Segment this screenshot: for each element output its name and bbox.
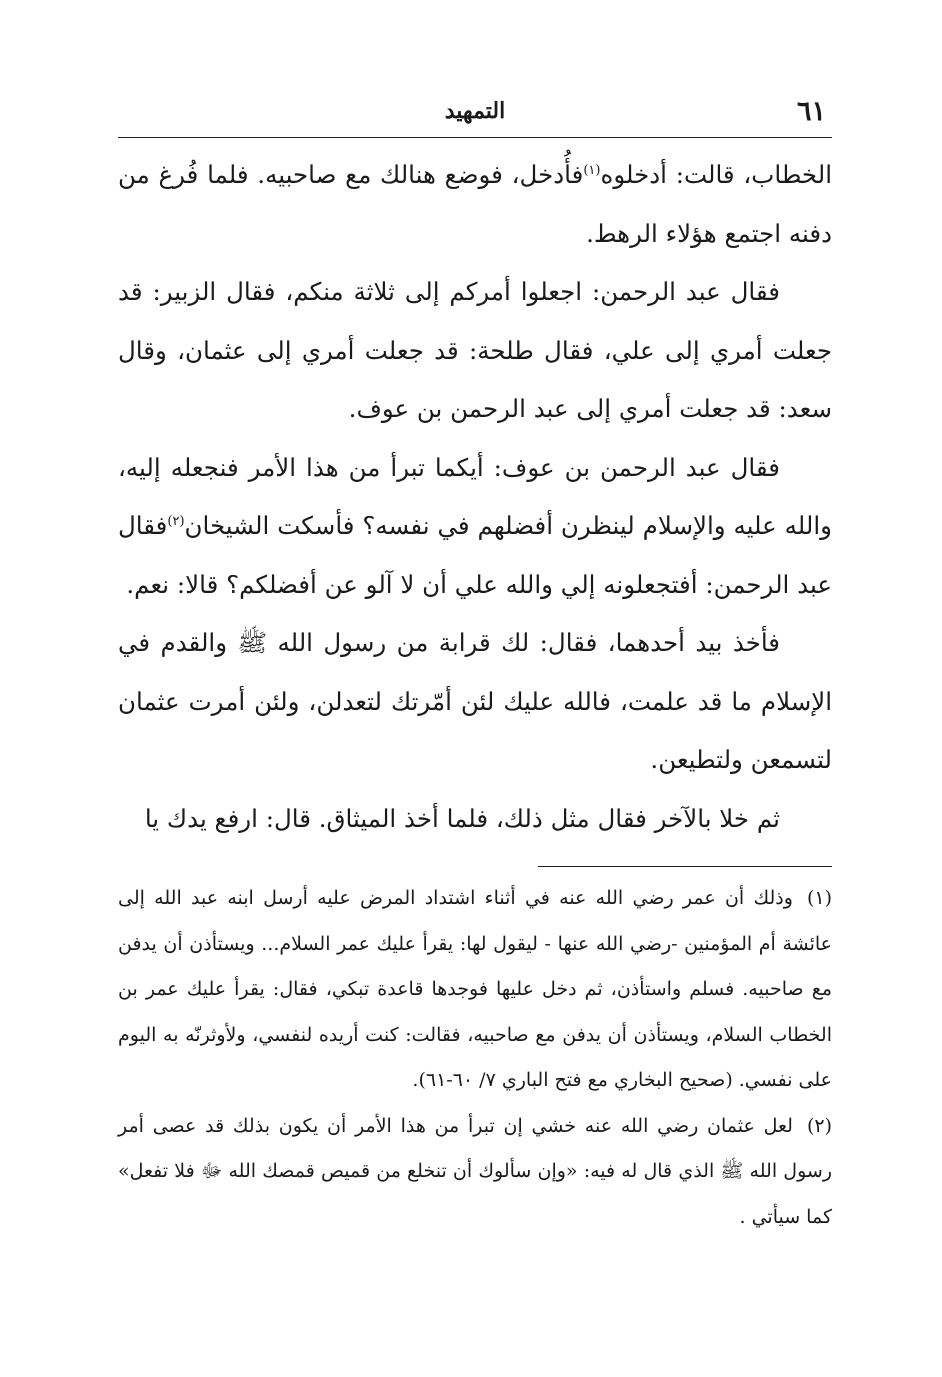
footnote-divider <box>538 866 832 867</box>
header-divider <box>118 137 832 138</box>
footnote-1-text: وذلك أن عمر رضي الله عنه في أثناء اشتداد المرض عليه أرسل ابنه عبد الله إلى عائشة أم المؤمنين -رضي الله عنها - ليقول لها: يقرأ عليك عمر السلام... ويستأذن أن يدفن مع صاحبيه. فسلم واستأذن، ثم دخل عليها فوجدها قاعدة تبكي، فقال: يقرأ عليك عمر بن الخطاب السلام، ويستأذن أن يدفن مع صاحبيه، فقالت: كنت أريده لنفسي، ولأوثرنّه به اليوم على نفسي. (صحيح البخاري مع فتح الباري ٧/ ٦٠-٦١). <box>118 887 832 1091</box>
footnote-1-number: (١) <box>806 887 832 909</box>
footnote-2-text: لعل عثمان رضي الله عنه خشي إن تبرأ من هذا الأمر أن يكون بذلك قد عصى أمر رسول الله ﷺ الذي قال له فيه: «وإن سألوك أن تنخلع من قميص قمصك الله ﷻ فلا تفعل» كما سيأتي . <box>118 1114 832 1228</box>
footnotes <box>118 876 832 1240</box>
paragraph-1-text-start: الخطاب، قالت: أدخلوه <box>600 160 833 189</box>
footnote-2-number: (٢) <box>806 1114 832 1137</box>
footnote-1 <box>118 876 832 1104</box>
page-header <box>118 92 832 140</box>
footnote-ref-2: (٢) <box>167 513 185 529</box>
paragraph-3-text-start: فقال عبد الرحمن بن عوف: أيكما تبرأ من هذا الأمر فنجعله إليه، والله عليه والإسلام لينظرن أفضلهم في نفسه؟ فأسكت الشيخان <box>118 452 832 540</box>
paragraph-3 <box>118 439 832 615</box>
footnote-2 <box>118 1104 832 1241</box>
paragraph-5: ثم خلا بالآخر فقال مثل ذلك، فلما أخذ الميثاق. قال: ارفع يدك يا <box>144 803 780 833</box>
paragraph-4: فأخذ بيد أحدهما، فقال: لك قرابة من رسول الله ﷺ والقدم في الإسلام ما قد علمت، فالله عليك لئن أمّرتك لتعدلن، ولئن أمرت عثمان لتسمعن ولتطيعن. <box>118 628 832 774</box>
paragraph-3-text-end: فقال عبد الرحمن: أفتجعلونه إلي والله علي أن لا آلو عن أفضلكم؟ قالا: نعم. <box>118 511 832 599</box>
footnote-ref-1: (١) <box>583 162 601 178</box>
page-number: ٦١ <box>796 96 826 127</box>
paragraph-2: فقال عبد الرحمن: اجعلوا أمركم إلى ثلاثة منكم، فقال الزبير: قد جعلت أمري إلى علي، فقال طلحة: قد جعلت أمري إلى عثمان، وقال سعد: قد جعلت أمري إلى عبد الرحمن بن عوف. <box>118 277 832 423</box>
running-title: التمهيد <box>444 98 506 124</box>
paragraph-1 <box>118 146 832 263</box>
main-text <box>118 146 832 848</box>
paragraph-1-text-end: فأُدخل، فوضع هنالك مع صاحبيه. فلما فُرغ من دفنه اجتمع هؤلاء الرهط. <box>118 160 832 248</box>
